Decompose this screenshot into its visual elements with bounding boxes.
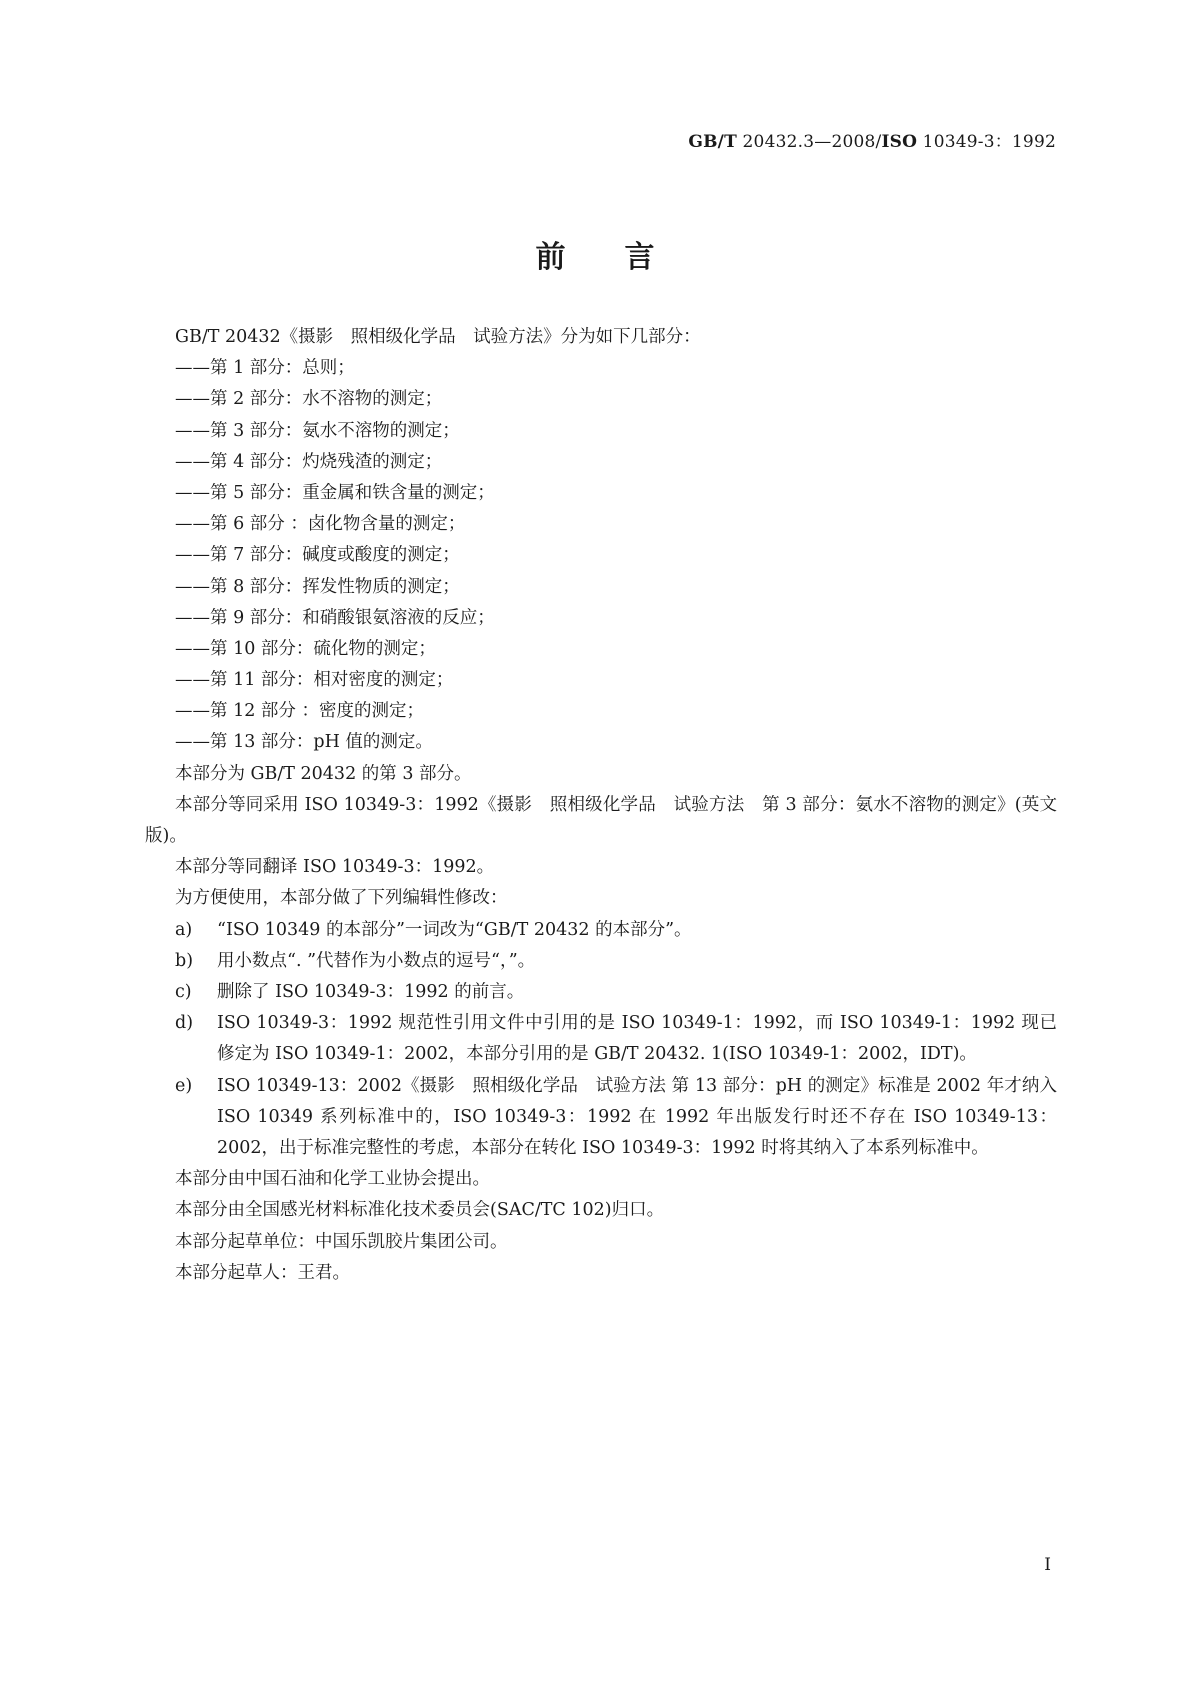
part-item: ——第 6 部分 ：卤化物含量的测定； xyxy=(175,514,466,535)
part-item: ——第 7 部分：碱度或酸度的测定； xyxy=(175,545,460,566)
part-item: ——第 10 部分：硫化物的测定； xyxy=(175,638,436,659)
header-iso-number: 10349-3：1992 xyxy=(917,132,1056,152)
part-item: ——第 5 部分：重金属和铁含量的测定； xyxy=(175,482,495,503)
edit-item xyxy=(145,1071,1057,1165)
edit-item-text: ISO 10349-13：2002《摄影 照相级化学品 试验方法 第 13 部分：pH 的测定》标准是 2002 年才纳入 ISO 10349 系列标准中的，ISO 10349-3：1992 在 1992 年出版发行时还不存在 ISO 10349-13：2002，出于标准完整性的考虑，本部分在转化 ISO 10349-3：1992 时将其纳入了本系列标准中。 xyxy=(217,1075,1057,1159)
edit-item xyxy=(145,977,1057,1008)
part-item: ——第 3 部分：氨水不溶物的测定； xyxy=(175,420,460,441)
translation-paragraph: 本部分等同翻译 ISO 10349-3：1992。 xyxy=(175,857,495,878)
page-header xyxy=(688,127,1056,152)
part-item: ——第 13 部分：pH 值的测定。 xyxy=(175,732,433,753)
edits-intro: 为方便使用，本部分做了下列编辑性修改： xyxy=(175,888,508,909)
intro-paragraph: GB/T 20432《摄影 照相级化学品 试验方法》分为如下几部分： xyxy=(175,327,701,347)
title-char-2: 言 xyxy=(624,240,656,275)
page-number: I xyxy=(1044,1555,1051,1575)
edit-item-text: 删除了 ISO 10349-3：1992 的前言。 xyxy=(217,982,525,1002)
edit-item-mark: e) xyxy=(175,1075,193,1096)
part-item: ——第 12 部分 ：密度的测定； xyxy=(175,701,424,722)
edit-item-text: ISO 10349-3：1992 规范性引用文件中引用的是 ISO 10349-1：1992，而 ISO 10349-1：1992 现已修定为 ISO 10349-1：2002，本部分引用的是 GB/T 20432. 1(ISO 10349-1：2002，IDT)。 xyxy=(217,1013,1057,1065)
part-item: ——第 8 部分：挥发性物质的测定； xyxy=(175,576,460,597)
drafting-unit-paragraph: 本部分起草单位：中国乐凯胶片集团公司。 xyxy=(175,1231,508,1252)
edit-item-text: 用小数点“. ”代替作为小数点的逗号“，”。 xyxy=(217,950,536,971)
administrator-paragraph: 本部分由全国感光材料标准化技术委员会(SAC/TC 102)归口。 xyxy=(175,1200,665,1221)
part-item: ——第 1 部分：总则； xyxy=(175,358,355,379)
edit-item xyxy=(145,1008,1057,1070)
edit-item-mark: b) xyxy=(175,950,194,971)
edit-item xyxy=(145,946,1057,977)
part-statement: 本部分为 GB/T 20432 的第 3 部分。 xyxy=(175,763,472,784)
proposer-paragraph: 本部分由中国石油和化学工业协会提出。 xyxy=(175,1169,490,1190)
part-item: ——第 2 部分：水不溶物的测定； xyxy=(175,389,443,410)
edit-item-mark: d) xyxy=(175,1013,194,1034)
header-iso-code: ISO xyxy=(881,132,918,152)
page-title xyxy=(0,232,1191,276)
edit-item xyxy=(145,915,1057,946)
edit-item-text: “ISO 10349 的本部分”一词改为“GB/T 20432 的本部分”。 xyxy=(217,919,692,940)
header-standard-code: GB/T xyxy=(688,132,737,152)
part-item: ——第 9 部分：和硝酸银氨溶液的反应； xyxy=(175,607,495,628)
edit-item-mark: a) xyxy=(175,919,193,940)
part-item: ——第 11 部分：相对密度的测定； xyxy=(175,670,454,691)
title-char-1: 前 xyxy=(535,240,567,275)
adoption-paragraph: 本部分等同采用 ISO 10349-3：1992《摄影 照相级化学品 试验方法 第 3 部分：氨水不溶物的测定》(英文版)。 xyxy=(145,794,1057,847)
drafter-paragraph: 本部分起草人：王君。 xyxy=(175,1262,350,1283)
foreword-body xyxy=(145,322,1057,1289)
header-standard-number: 20432.3—2008/ xyxy=(736,132,882,152)
edit-item-mark: c) xyxy=(175,982,192,1002)
part-item: ——第 4 部分：灼烧残渣的测定； xyxy=(175,451,443,472)
